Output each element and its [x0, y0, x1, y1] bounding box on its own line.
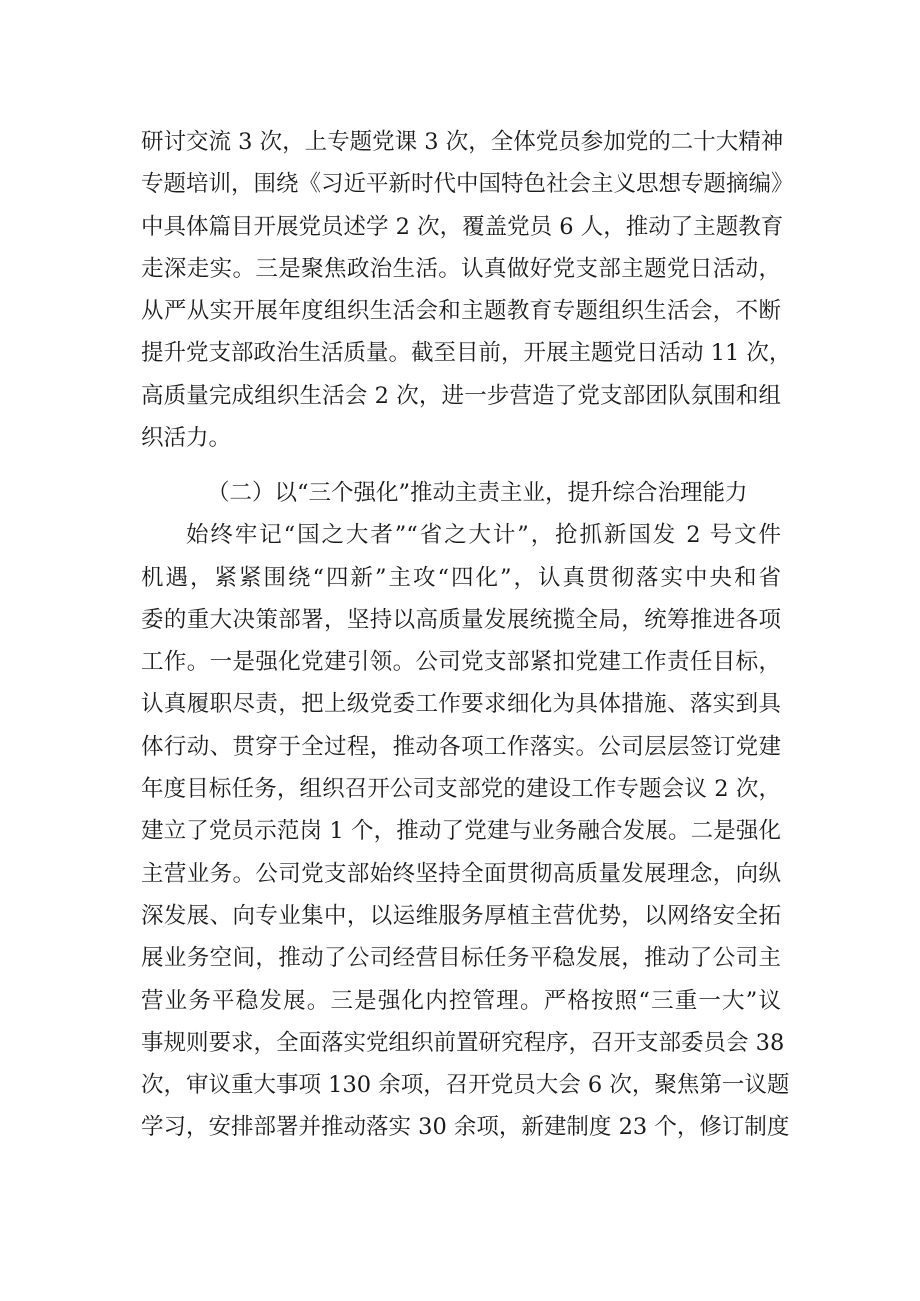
paragraph-line: 始终牢记“国之大者”“省之大计”，抢抓新国发 2 号文件 [186, 522, 781, 549]
paragraph-line: 高质量完成组织生活会 2 次，进一步营造了党支部团队氛围和组 [141, 382, 781, 409]
paragraph-line: 深发展、向专业集中，以运维服务厚植主营优势，以网络安全拓 [141, 902, 781, 929]
paragraph-line: 专题培训，围绕《习近平新时代中国特色社会主义思想专题摘编》 [141, 171, 794, 198]
paragraph-line: 次，审议重大事项 130 余项，召开党员大会 6 次，聚焦第一议题 [141, 1072, 790, 1099]
paragraph-1 [141, 121, 794, 459]
paragraph-line: 机遇，紧紧围绕“四新”主攻“四化”，认真贯彻落实中央和省 [141, 564, 781, 591]
section-2 [141, 472, 790, 1149]
paragraph-line: 提升党支部政治生活质量。截至目前，开展主题党日活动 11 次， [141, 340, 792, 367]
paragraph-line: 工作。一是强化党建引领。公司党支部紧扣党建工作责任目标， [141, 649, 781, 676]
paragraph-line: 营业务平稳发展。三是强化内控管理。严格按照“三重一大”议 [141, 987, 781, 1014]
paragraph-line: 研讨交流 3 次，上专题党课 3 次，全体党员参加党的二十大精神 [141, 129, 784, 155]
paragraph-line: 从严从实开展年度组织生活会和主题教育专题组织生活会，不断 [141, 298, 781, 325]
paragraph-line: 委的重大决策部署，坚持以高质量发展统揽全局，统筹推进各项 [141, 606, 781, 633]
paragraph-line: 主营业务。公司党支部始终坚持全面贯彻高质量发展理念，向纵 [141, 860, 781, 887]
paragraph-line: 展业务空间，推动了公司经营目标任务平稳发展，推动了公司主 [141, 945, 781, 972]
paragraph-line: 学习，安排部署并推动落实 30 余项，新建制度 23 个，修订制度 [141, 1114, 790, 1141]
paragraph-line: 年度目标任务，组织召开公司支部党的建设工作专题会议 2 次， [141, 776, 781, 803]
paragraph-line: 织活力。 [141, 425, 232, 452]
paragraph-line: 体行动、贯穿于全过程，推动各项工作落实。公司层层签订党建 [141, 733, 781, 760]
paragraph-line: 认真履职尽责，把上级党委工作要求细化为具体措施、落实到具 [141, 691, 781, 718]
paragraph-line: 建立了党员示范岗 1 个，推动了党建与业务融合发展。二是强化 [141, 818, 781, 845]
paragraph-line: 事规则要求，全面落实党组织前置研究程序，召开支部委员会 38 [141, 1029, 785, 1056]
paragraph-line: 走深走实。三是聚焦政治生活。认真做好党支部主题党日活动， [141, 255, 781, 282]
paragraph-line: 中具体篇目开展党员述学 2 次，覆盖党员 6 人，推动了主题教育 [141, 213, 784, 240]
section-heading: （二）以“三个强化”推动主责主业，提升综合治理能力 [207, 480, 748, 506]
